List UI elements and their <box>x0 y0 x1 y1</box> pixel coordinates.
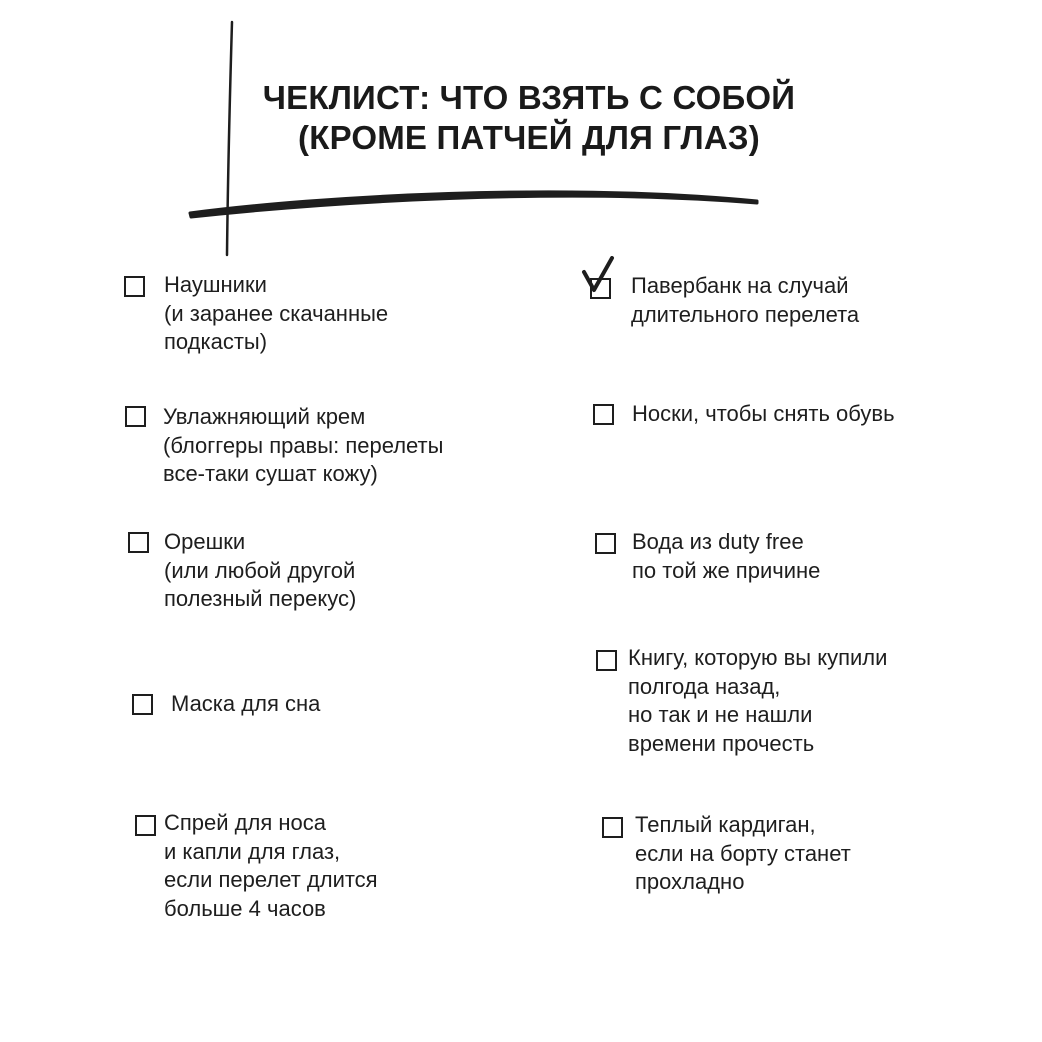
horizontal-brush-stroke <box>190 192 757 217</box>
checkbox-nuts[interactable] <box>128 532 149 553</box>
item-line: Спрей для носа <box>164 810 326 835</box>
item-line: Носки, чтобы снять обувь <box>632 401 895 426</box>
checkbox-socks[interactable] <box>593 404 614 425</box>
item-line: длительного перелета <box>631 301 860 327</box>
item-headphones <box>164 271 388 357</box>
item-line: полезный перекус) <box>164 586 357 611</box>
item-line: времени прочесть <box>628 730 815 756</box>
item-book <box>628 644 887 758</box>
item-line: (или любой другой <box>164 557 356 583</box>
item-sleep-mask <box>171 690 320 719</box>
item-line: подкасты) <box>164 329 268 354</box>
item-socks <box>632 400 895 429</box>
checkbox-headphones[interactable] <box>124 276 145 297</box>
item-line: Вода из duty free <box>632 529 804 554</box>
item-line: если на борту станет <box>635 840 851 866</box>
item-nuts <box>164 528 356 614</box>
item-line: полгода назад, <box>628 673 781 699</box>
item-cardigan <box>635 811 851 897</box>
item-line: больше 4 часов <box>164 895 326 921</box>
checkbox-book[interactable] <box>596 650 617 671</box>
item-line: Маска для сна <box>171 691 321 716</box>
item-line: Павербанк на случай <box>631 273 849 298</box>
item-line: Орешки <box>164 529 246 554</box>
item-line: Наушники <box>164 272 267 297</box>
checkbox-water[interactable] <box>595 533 616 554</box>
checkbox-nasal-spray[interactable] <box>135 815 156 836</box>
item-line: по той же причине <box>632 557 821 583</box>
checkmark-icon <box>580 256 620 300</box>
item-line: Теплый кардиган, <box>635 812 816 837</box>
item-line: (и заранее скачанные <box>164 300 389 326</box>
title-line-2: (КРОМЕ ПАТЧЕЙ ДЛЯ ГЛАЗ) <box>298 119 760 156</box>
checkbox-sleep-mask[interactable] <box>132 694 153 715</box>
item-powerbank <box>631 272 859 329</box>
item-water <box>632 528 820 585</box>
item-line: и капли для глаз, <box>164 838 341 864</box>
item-nasal-spray <box>164 809 378 923</box>
item-line: все-таки сушат кожу) <box>163 461 378 486</box>
item-line: Увлажняющий крем <box>163 404 366 429</box>
checkbox-cardigan[interactable] <box>602 817 623 838</box>
item-line: прохладно <box>635 869 745 894</box>
item-line: но так и не нашли <box>628 702 813 727</box>
item-line: (блоггеры правы: перелеты <box>163 432 444 458</box>
item-line: Книгу, которую вы купили <box>628 645 888 670</box>
item-line: если перелет длится <box>164 867 378 892</box>
item-moisturizer <box>163 403 443 489</box>
checkbox-moisturizer[interactable] <box>125 406 146 427</box>
title-line-1: ЧЕКЛИСТ: ЧТО ВЗЯТЬ С СОБОЙ <box>262 79 796 116</box>
